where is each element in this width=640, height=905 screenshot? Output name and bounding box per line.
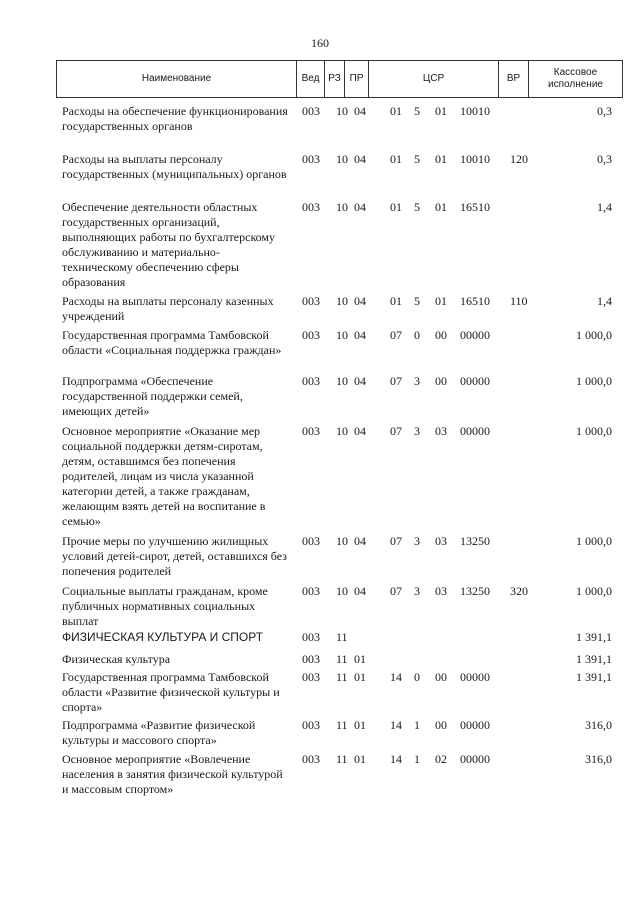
header-amount-line1: Кассовое xyxy=(553,67,598,78)
header-csr: ЦСР xyxy=(369,61,499,98)
cell-c3: 01 xyxy=(435,200,447,214)
header-rz: РЗ xyxy=(325,61,345,98)
cell-pr: 04 xyxy=(354,294,366,308)
cell-c4: 10010 xyxy=(460,104,490,118)
cell-pr: 01 xyxy=(354,752,366,766)
cell-c1: 14 xyxy=(390,752,402,766)
cell-c4: 00000 xyxy=(460,670,490,684)
cell-pr: 01 xyxy=(354,718,366,732)
table-row xyxy=(0,584,640,630)
cell-c1: 01 xyxy=(390,200,402,214)
cell-c3: 03 xyxy=(435,424,447,438)
cell-name: Расходы на выплаты персоналу казенных учреждений xyxy=(62,294,274,323)
cell-amount: 1 391,1 xyxy=(576,670,612,684)
cell-rz: 11 xyxy=(336,670,348,684)
cell-rz: 11 xyxy=(336,630,348,644)
table-row xyxy=(0,630,640,652)
cell-c4: 00000 xyxy=(460,424,490,438)
cell-rz: 11 xyxy=(336,718,348,732)
table-row xyxy=(0,374,640,424)
cell-name: Подпрограмма «Обеспечение государственной поддержки семей, имеющих детей» xyxy=(62,374,243,418)
cell-amount: 316,0 xyxy=(585,718,612,732)
cell-c1: 07 xyxy=(390,328,402,342)
cell-c1: 01 xyxy=(390,152,402,166)
cell-c3: 02 xyxy=(435,752,447,766)
cell-ved: 003 xyxy=(302,104,320,118)
cell-c3: 00 xyxy=(435,670,447,684)
cell-pr: 04 xyxy=(354,200,366,214)
table-row xyxy=(0,152,640,200)
cell-ved: 003 xyxy=(302,752,320,766)
cell-ved: 003 xyxy=(302,718,320,732)
cell-name: Государственная программа Тамбовской области «Социальная поддержка граждан» xyxy=(62,328,282,357)
cell-c3: 03 xyxy=(435,534,447,548)
cell-name: Подпрограмма «Развитие физической культуры и массового спорта» xyxy=(62,718,256,747)
cell-c2: 0 xyxy=(414,328,420,342)
cell-ved: 003 xyxy=(302,424,320,438)
table-row xyxy=(0,328,640,374)
cell-c2: 5 xyxy=(414,104,420,118)
cell-amount: 1 000,0 xyxy=(576,584,612,598)
table-row xyxy=(0,752,640,802)
table-row xyxy=(0,670,640,718)
cell-name: Основное мероприятие «Вовлечение населения в занятия физической культурой и массовым спортом» xyxy=(62,752,283,796)
header-pr: ПР xyxy=(345,61,369,98)
cell-rz: 10 xyxy=(336,328,348,342)
cell-ved: 003 xyxy=(302,652,320,666)
table-header xyxy=(56,60,623,98)
cell-name: Государственная программа Тамбовской области «Развитие физической культуры и спорта» xyxy=(62,670,280,714)
header-amount xyxy=(529,61,623,98)
cell-rz: 10 xyxy=(336,424,348,438)
table-row xyxy=(0,534,640,584)
cell-rz: 10 xyxy=(336,584,348,598)
table-row xyxy=(0,200,640,294)
cell-ved: 003 xyxy=(302,328,320,342)
cell-amount: 1 000,0 xyxy=(576,374,612,388)
cell-c4: 00000 xyxy=(460,328,490,342)
page-number: 160 xyxy=(311,36,329,50)
cell-c1: 07 xyxy=(390,424,402,438)
cell-c3: 03 xyxy=(435,584,447,598)
cell-c1: 07 xyxy=(390,534,402,548)
cell-vr: 120 xyxy=(510,152,528,166)
cell-c2: 3 xyxy=(414,424,420,438)
cell-amount: 0,3 xyxy=(597,152,612,166)
cell-c1: 01 xyxy=(390,104,402,118)
cell-c2: 3 xyxy=(414,584,420,598)
cell-pr: 01 xyxy=(354,652,366,666)
cell-amount: 1 000,0 xyxy=(576,534,612,548)
cell-ved: 003 xyxy=(302,374,320,388)
cell-c4: 13250 xyxy=(460,584,490,598)
header-ved: Вед xyxy=(297,61,325,98)
cell-c2: 3 xyxy=(414,374,420,388)
cell-vr: 320 xyxy=(510,584,528,598)
cell-c4: 13250 xyxy=(460,534,490,548)
cell-c4: 10010 xyxy=(460,152,490,166)
cell-amount: 0,3 xyxy=(597,104,612,118)
cell-rz: 11 xyxy=(336,652,348,666)
header-name: Наименование xyxy=(57,61,297,98)
cell-name: ФИЗИЧЕСКАЯ КУЛЬТУРА И СПОРТ xyxy=(62,630,264,644)
cell-name: Обеспечение деятельности областных государственных организаций, выполняющих работы по бухгалтерскому обслуживанию и материально-техническому обеспечению сферы образования xyxy=(62,200,276,289)
cell-c4: 00000 xyxy=(460,374,490,388)
cell-amount: 1 391,1 xyxy=(576,652,612,666)
cell-name: Расходы на обеспечение функционирования государственных органов xyxy=(62,104,288,133)
cell-c2: 1 xyxy=(414,752,420,766)
cell-amount: 1 000,0 xyxy=(576,424,612,438)
cell-name: Социальные выплаты гражданам, кроме публичных нормативных социальных выплат xyxy=(62,584,268,628)
table-row xyxy=(0,104,640,152)
cell-name: Основное мероприятие «Оказание мер социальной поддержки детям-сиротам, детям, оставшимся без попечения родителей, лицам из числа указанной категории детей, а также гражданам, желающим взять детей на воспитание в семью» xyxy=(62,424,266,528)
cell-c1: 07 xyxy=(390,584,402,598)
header-vr: ВР xyxy=(499,61,529,98)
table-row xyxy=(0,718,640,752)
cell-c4: 16510 xyxy=(460,200,490,214)
cell-c4: 16510 xyxy=(460,294,490,308)
cell-c3: 00 xyxy=(435,374,447,388)
cell-ved: 003 xyxy=(302,584,320,598)
cell-pr: 04 xyxy=(354,424,366,438)
cell-rz: 10 xyxy=(336,152,348,166)
cell-c4: 00000 xyxy=(460,752,490,766)
table-row xyxy=(0,294,640,328)
cell-ved: 003 xyxy=(302,152,320,166)
cell-name: Расходы на выплаты персоналу государственных (муниципальных) органов xyxy=(62,152,287,181)
cell-c2: 3 xyxy=(414,534,420,548)
cell-ved: 003 xyxy=(302,294,320,308)
cell-ved: 003 xyxy=(302,670,320,684)
table-row xyxy=(0,424,640,534)
cell-ved: 003 xyxy=(302,200,320,214)
cell-rz: 11 xyxy=(336,752,348,766)
cell-c3: 00 xyxy=(435,718,447,732)
cell-c3: 01 xyxy=(435,104,447,118)
cell-name: Физическая культура xyxy=(62,652,171,666)
cell-rz: 10 xyxy=(336,200,348,214)
cell-ved: 003 xyxy=(302,630,320,644)
cell-pr: 04 xyxy=(354,584,366,598)
cell-ved: 003 xyxy=(302,534,320,548)
cell-rz: 10 xyxy=(336,374,348,388)
table-row xyxy=(0,652,640,670)
cell-pr: 04 xyxy=(354,328,366,342)
cell-amount: 1 391,1 xyxy=(576,630,612,644)
cell-c2: 5 xyxy=(414,200,420,214)
cell-vr: 110 xyxy=(510,294,528,308)
cell-c2: 5 xyxy=(414,294,420,308)
cell-rz: 10 xyxy=(336,104,348,118)
cell-c4: 00000 xyxy=(460,718,490,732)
cell-amount: 1,4 xyxy=(597,294,612,308)
cell-amount: 1 000,0 xyxy=(576,328,612,342)
cell-c1: 14 xyxy=(390,718,402,732)
cell-c1: 07 xyxy=(390,374,402,388)
cell-rz: 10 xyxy=(336,534,348,548)
cell-pr: 04 xyxy=(354,374,366,388)
header-amount-line2: исполнение xyxy=(548,79,603,90)
cell-pr: 04 xyxy=(354,104,366,118)
cell-c3: 00 xyxy=(435,328,447,342)
cell-c1: 01 xyxy=(390,294,402,308)
cell-pr: 04 xyxy=(354,152,366,166)
cell-c2: 5 xyxy=(414,152,420,166)
cell-c1: 14 xyxy=(390,670,402,684)
cell-c3: 01 xyxy=(435,152,447,166)
cell-pr: 01 xyxy=(354,670,366,684)
cell-amount: 1,4 xyxy=(597,200,612,214)
cell-c2: 1 xyxy=(414,718,420,732)
cell-rz: 10 xyxy=(336,294,348,308)
cell-c3: 01 xyxy=(435,294,447,308)
cell-c2: 0 xyxy=(414,670,420,684)
cell-name: Прочие меры по улучшению жилищных условий детей-сирот, детей, оставшихся без попечения родителей xyxy=(62,534,287,578)
cell-amount: 316,0 xyxy=(585,752,612,766)
cell-pr: 04 xyxy=(354,534,366,548)
table-body xyxy=(0,104,640,802)
